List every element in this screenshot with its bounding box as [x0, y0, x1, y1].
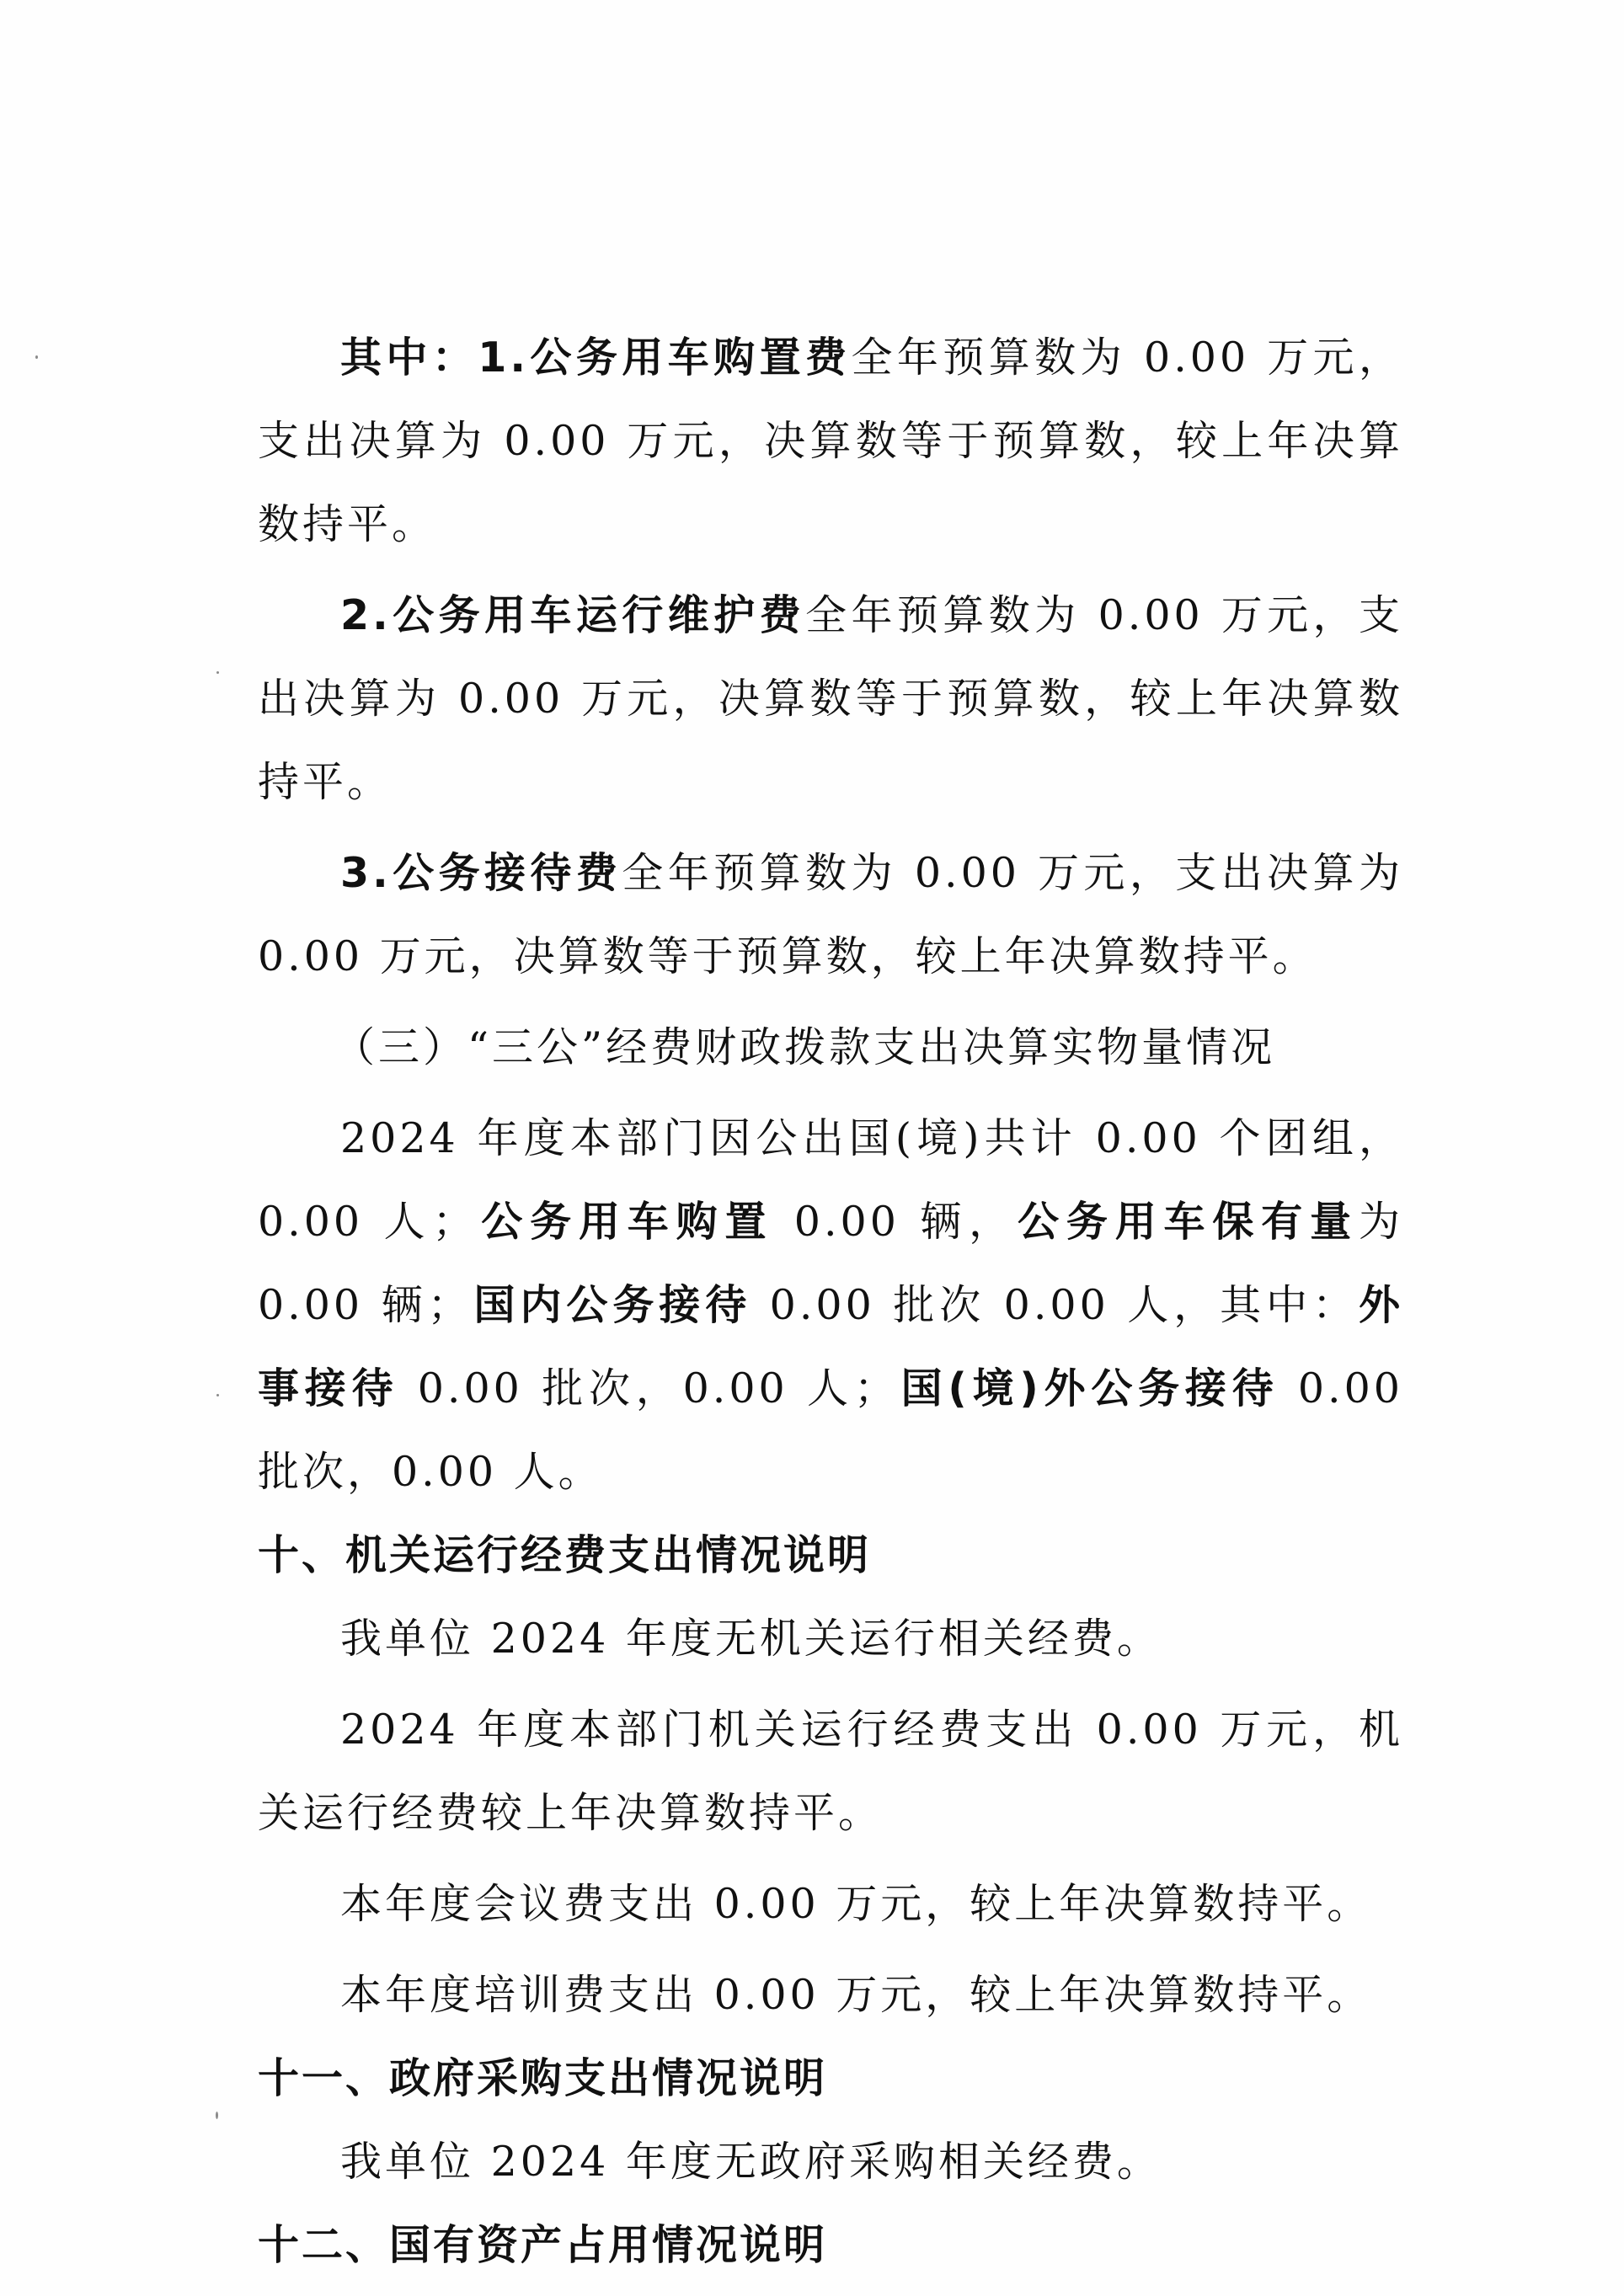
item-label: 2.公务用车运行维护费 — [340, 591, 806, 639]
text-run: 0.00 批次，0.00 人。 — [258, 1364, 1403, 1496]
paragraph-procurement-none: 我单位 2024 年度无政府采购相关经费。 — [340, 2138, 1162, 2186]
text-run: 0.00 批次，0.00 人； — [398, 1364, 899, 1412]
text-run: 为 0.00 辆； — [258, 1198, 1403, 1329]
item-label: 其中：1.公务用车购置费 — [340, 334, 852, 382]
paragraph-vehicle-maintenance — [258, 574, 1403, 824]
bold-run: 公务用车保有量 — [1018, 1198, 1359, 1246]
paragraph-operating-none: 我单位 2024 年度无机关运行相关经费。 — [340, 1615, 1162, 1663]
paragraph-operating-expense: 2024 年度本部门机关运行经费支出 0.00 万元，机关运行经费较上年决算数持平。 — [258, 1706, 1403, 1837]
item-text: 全年预算数为 0.00 万元，支出决算为 0.00 万元，决算数等于预算数，较上年决算数持平。 — [258, 849, 1403, 980]
document-body — [258, 316, 1403, 2287]
bold-run: 公务用车购置 — [477, 1198, 774, 1246]
paragraph-meeting-expense: 本年度会议费支出 0.00 万元，较上年决算数持平。 — [340, 1880, 1372, 1928]
bold-run: 国内公务接待 — [472, 1281, 752, 1329]
scan-speck — [216, 2112, 218, 2119]
item-label: 3.公务接待费 — [340, 849, 622, 897]
paragraph-vehicle-purchase — [258, 316, 1403, 566]
paragraph-physical-quantity — [258, 1097, 1403, 1514]
section-heading-12: 十二、国有资产占用情况说明 — [258, 2221, 828, 2269]
item-text: 全年预算数为 0.00 万元，支出决算为 0.00 万元，决算数等于预算数，较上年决算数持平。 — [258, 334, 1403, 548]
text-run: 2024 年度本部门因公出国(境)共计 0.00 个团组，0.00 人； — [258, 1114, 1403, 1246]
bold-run: 外事接待 — [258, 1281, 1403, 1412]
paragraph-training-expense: 本年度培训费支出 0.00 万元，较上年决算数持平。 — [340, 1971, 1372, 2019]
text-run: 0.00 批次 0.00 人，其中： — [751, 1281, 1359, 1329]
scan-speck — [216, 671, 219, 674]
item-text: 全年预算数为 0.00 万元，支出决算为 0.00 万元，决算数等于预算数，较上年决算数持平。 — [258, 591, 1403, 806]
subsection-title: （三）“三公”经费财政拨款支出决算实物量情况 — [334, 1023, 1276, 1071]
section-heading-10: 十、机关运行经费支出情况说明 — [258, 1531, 872, 1579]
section-heading-11: 十一、政府采购支出情况说明 — [258, 2054, 828, 2102]
paragraph-reception — [258, 831, 1403, 998]
bold-run: 国(境)外公务接待 — [898, 1364, 1279, 1412]
scan-speck — [35, 355, 38, 359]
text-run: 0.00 辆， — [773, 1198, 1018, 1246]
scan-speck — [216, 1394, 219, 1396]
